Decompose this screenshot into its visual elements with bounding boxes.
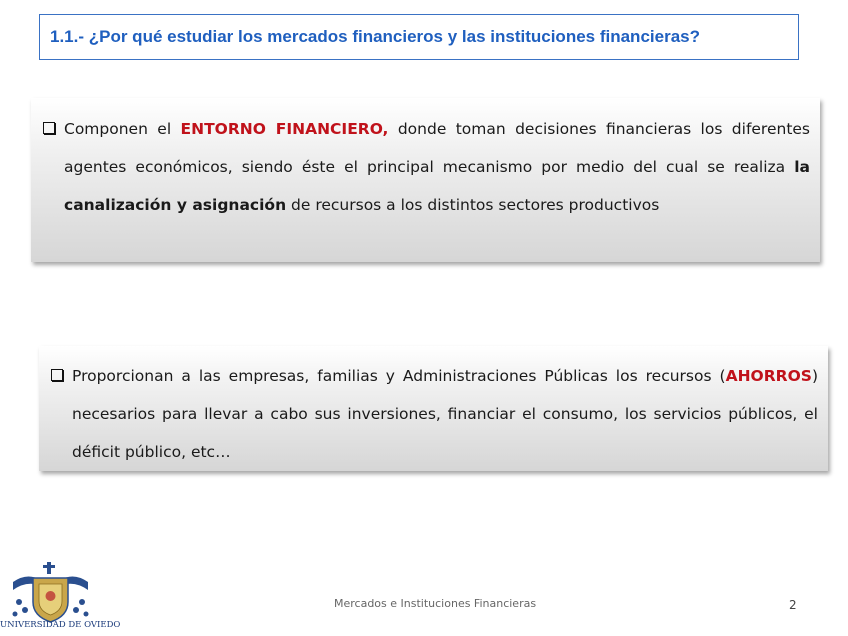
bullet1-text-part1: Componen el [64,120,181,138]
bullet-row-2 [51,357,818,471]
bullet-row-1 [43,110,810,224]
bullet-panel-2 [39,346,828,471]
footer-course-name: Mercados e Instituciones Financieras [334,597,537,610]
university-name: UNIVERSIDAD DE OVIEDO [0,620,121,630]
bullet-panel-1 [31,98,820,262]
bullet-text-2 [72,357,818,471]
checkbox-bullet-icon [43,122,55,134]
bullet1-text-part3: de recursos a los distintos sectores productivos [286,196,660,214]
slide-title: 1.1.- ¿Por qué estudiar los mercados financieros y las instituciones financieras? [50,27,700,46]
bullet-text-1 [64,110,810,224]
highlight-entorno-financiero: ENTORNO FINANCIERO, [180,120,389,138]
highlight-ahorros: AHORROS [725,367,812,385]
bullet2-text-part1: Proporcionan a las empresas, familias y Administraciones Públicas los recursos ( [72,367,726,385]
bullet1-text-part2: donde toman decisiones financieras los diferentes agentes económicos, siendo éste el principal mecanismo por medio del cual se realiza [64,120,811,176]
page-number: 2 [789,598,797,612]
slide-title-box [39,14,799,60]
bullet2-text-part2: ) necesarios para llevar a cabo sus inversiones, financiar el consumo, los servicios públicos, el déficit público, etc… [72,367,818,461]
highlight-canalizacion: la canalización y asignación [64,158,810,214]
checkbox-bullet-icon [51,369,63,381]
